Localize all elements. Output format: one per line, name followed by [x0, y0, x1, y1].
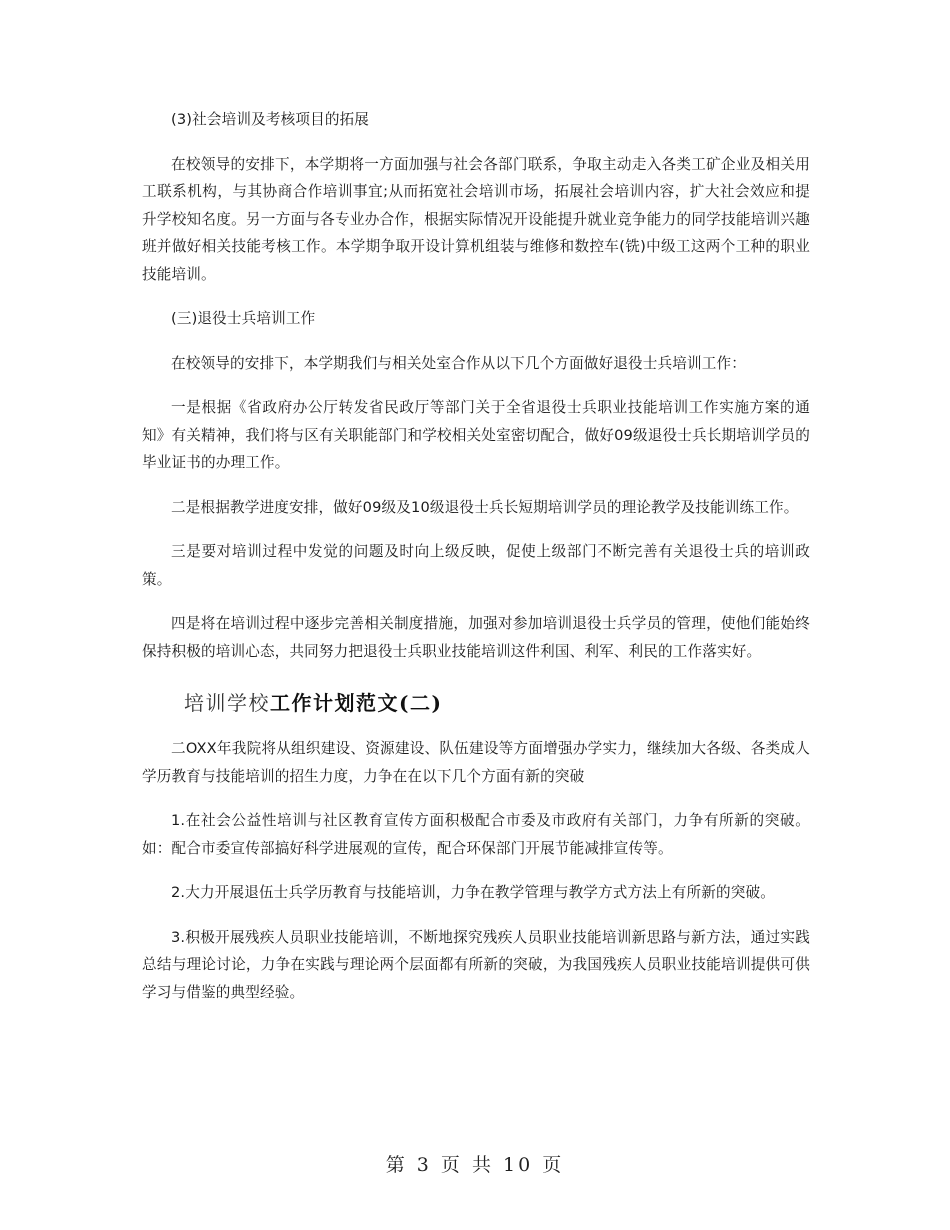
document-body	[142, 106, 810, 1023]
paragraph-plan-item-3: 3.积极开展残疾人员职业技能培训，不断地探究残疾人员职业技能培训新思路与新方法，通过实践总结与理论讨论，力争在实践与理论两个层面都有所新的突破，为我国残疾人员职业技能培训提供可供学习与借鉴的典型经验。	[142, 928, 810, 1001]
paragraph-plan-item-2: 2.大力开展退伍士兵学历教育与技能培训，力争在教学管理与教学方式方法上有所新的突破。	[171, 884, 775, 901]
paragraph-social-training: 在校领导的安排下，本学期将一方面加强与社会各部门联系，争取主动走入各类工矿企业及相关用工联系机构，与其协商合作培训事宜;从而拓宽社会培训市场，拓展社会培训内容，扩大社会效应和提升学校知名度。另一方面与各专业办合作，根据实际情况开设能提升就业竞争能力的同学技能培训兴趣班并做好相关技能考核工作。本学期争取开设计算机组装与维修和数控车(铣)中级工这两个工种的职业技能培训。	[142, 155, 810, 283]
paragraph-veteran-item-2: 二是根据教学进度安排，做好09级及10级退役士兵长短期培训学员的理论教学及技能训练工作。	[171, 498, 799, 516]
page-footer: 第 3 页 共 10 页	[385, 1154, 565, 1176]
paragraph-veteran-item-4: 四是将在培训过程中逐步完善相关制度措施，加强对参加培训退役士兵学员的管理，使他们能始终保持积极的培训心态，共同努力把退役士兵职业技能培训这件利国、利军、利民的工作落实好。	[142, 615, 810, 660]
subsection-title-social-training: (3)社会培训及考核项目的拓展	[171, 111, 370, 128]
paragraph-veteran-intro: 在校领导的安排下，本学期我们与相关处室合作从以下几个方面做好退役士兵培训工作：	[171, 354, 747, 372]
subsection-title-veteran-training: (三)退役士兵培训工作	[171, 310, 316, 327]
paragraph-veteran-item-3: 三是要对培训过程中发觉的问题及时向上级反映，促使上级部门不断完善有关退役士兵的培训政策。	[142, 543, 810, 588]
section-heading-prefix: 培训学校	[184, 691, 270, 715]
paragraph-plan-item-1: 1.在社会公益性培训与社区教育宣传方面积极配合市委及市政府有关部门，力争有所新的突破。如：配合市委宣传部搞好科学进展观的宣传，配合环保部门开展节能减排宣传等。	[142, 812, 810, 857]
paragraph-veteran-item-1: 一是根据《省政府办公厅转发省民政厅等部门关于全省退役士兵职业技能培训工作实施方案的通知》有关精神，我们将与区有关职能部门和学校相关处室密切配合，做好09级退役士兵长期培训学员的毕业证书的办理工作。	[142, 399, 810, 471]
section-heading	[184, 688, 810, 718]
paragraph-plan-intro: 二OXX年我院将从组织建设、资源建设、队伍建设等方面增强办学实力，继续加大各级、各类成人学历教育与技能培训的招生力度，力争在在以下几个方面有新的突破	[142, 740, 810, 785]
section-heading-title: 工作计划范文(二)	[270, 691, 443, 715]
